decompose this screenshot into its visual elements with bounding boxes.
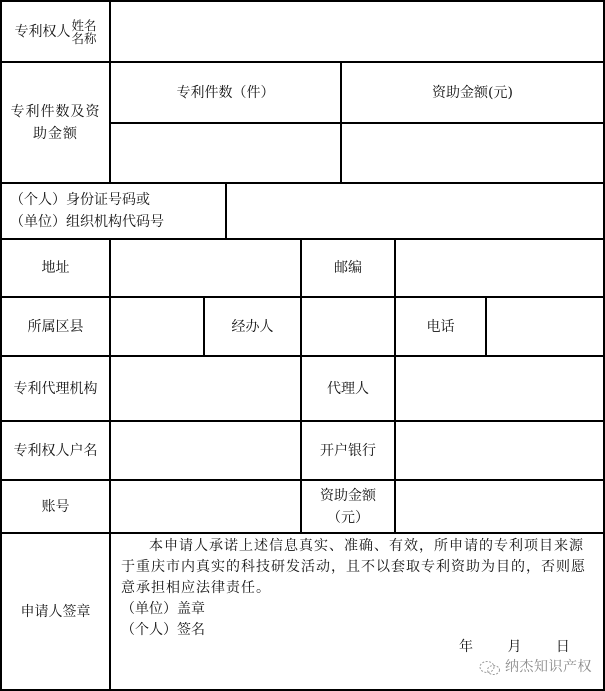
watermark-text: 纳杰知识产权 (505, 659, 592, 675)
id-label-organization: （单位）组织机构代码号 (10, 214, 164, 230)
patent-count-header: 专利件数（件） (109, 61, 342, 124)
subsidy-amount-field[interactable] (340, 122, 605, 184)
account-name-label: 专利权人户名 (0, 420, 111, 481)
subsidy-amount-value-field[interactable] (394, 479, 605, 534)
patentee-label-main: 专利权人 (14, 23, 71, 40)
district-label: 所属区县 (0, 296, 111, 357)
declaration-area[interactable] (109, 532, 605, 691)
id-number-field[interactable] (225, 182, 605, 240)
name-stack-bottom: 名称 (71, 30, 97, 46)
handler-label: 经办人 (203, 296, 302, 357)
account-number-field[interactable] (109, 479, 302, 534)
bank-label: 开户银行 (300, 420, 396, 481)
phone-field[interactable] (485, 296, 605, 357)
handler-field[interactable] (300, 296, 396, 357)
subsidy-amount-label-line1: 资助金额 (320, 487, 376, 504)
name-or-title-stack (71, 19, 96, 45)
patent-agency-label: 专利代理机构 (0, 355, 111, 422)
date-month: 月 (507, 639, 522, 655)
id-number-label (0, 182, 227, 240)
postcode-field[interactable] (394, 238, 605, 298)
phone-label: 电话 (394, 296, 487, 357)
account-number-label: 账号 (0, 479, 111, 534)
patentee-name-field[interactable] (109, 0, 605, 63)
patent-agency-field[interactable] (109, 355, 302, 422)
date-day: 日 (555, 639, 570, 655)
agent-label: 代理人 (300, 355, 396, 422)
agent-field[interactable] (394, 355, 605, 422)
id-label-personal: （个人）身份证号码或 (10, 192, 150, 208)
address-field[interactable] (109, 238, 302, 298)
subsidy-amount-header: 资助金额(元) (340, 61, 605, 124)
sign-line: （个人）签名 (121, 622, 205, 638)
patent-count-amount-label: 专利件数及资助金额 (0, 61, 111, 184)
watermark (479, 657, 592, 678)
subsidy-amount-label-line2: （元） (327, 509, 369, 526)
date-row (459, 637, 600, 658)
name-stack-top: 姓名 (71, 17, 97, 33)
patentee-name-label (0, 0, 111, 63)
declaration-text: 本申请人承诺上述信息真实、准确、有效，所申请的专利项目来源于重庆市内真实的科技研发活动，且不以套取专利资助为目的，否则愿意承担相应法律责任。 (121, 538, 586, 596)
seal-line: （单位）盖章 (121, 601, 205, 617)
bank-field[interactable] (394, 420, 605, 481)
subsidy-amount-label (300, 479, 396, 534)
account-name-field[interactable] (109, 420, 302, 481)
patent-count-field[interactable] (109, 122, 342, 184)
address-label: 地址 (0, 238, 111, 298)
wechat-icon (479, 660, 501, 676)
postcode-label: 邮编 (300, 238, 396, 298)
district-field[interactable] (109, 296, 205, 357)
date-year: 年 (459, 639, 473, 655)
applicant-signature-label: 申请人签章 (0, 532, 111, 691)
